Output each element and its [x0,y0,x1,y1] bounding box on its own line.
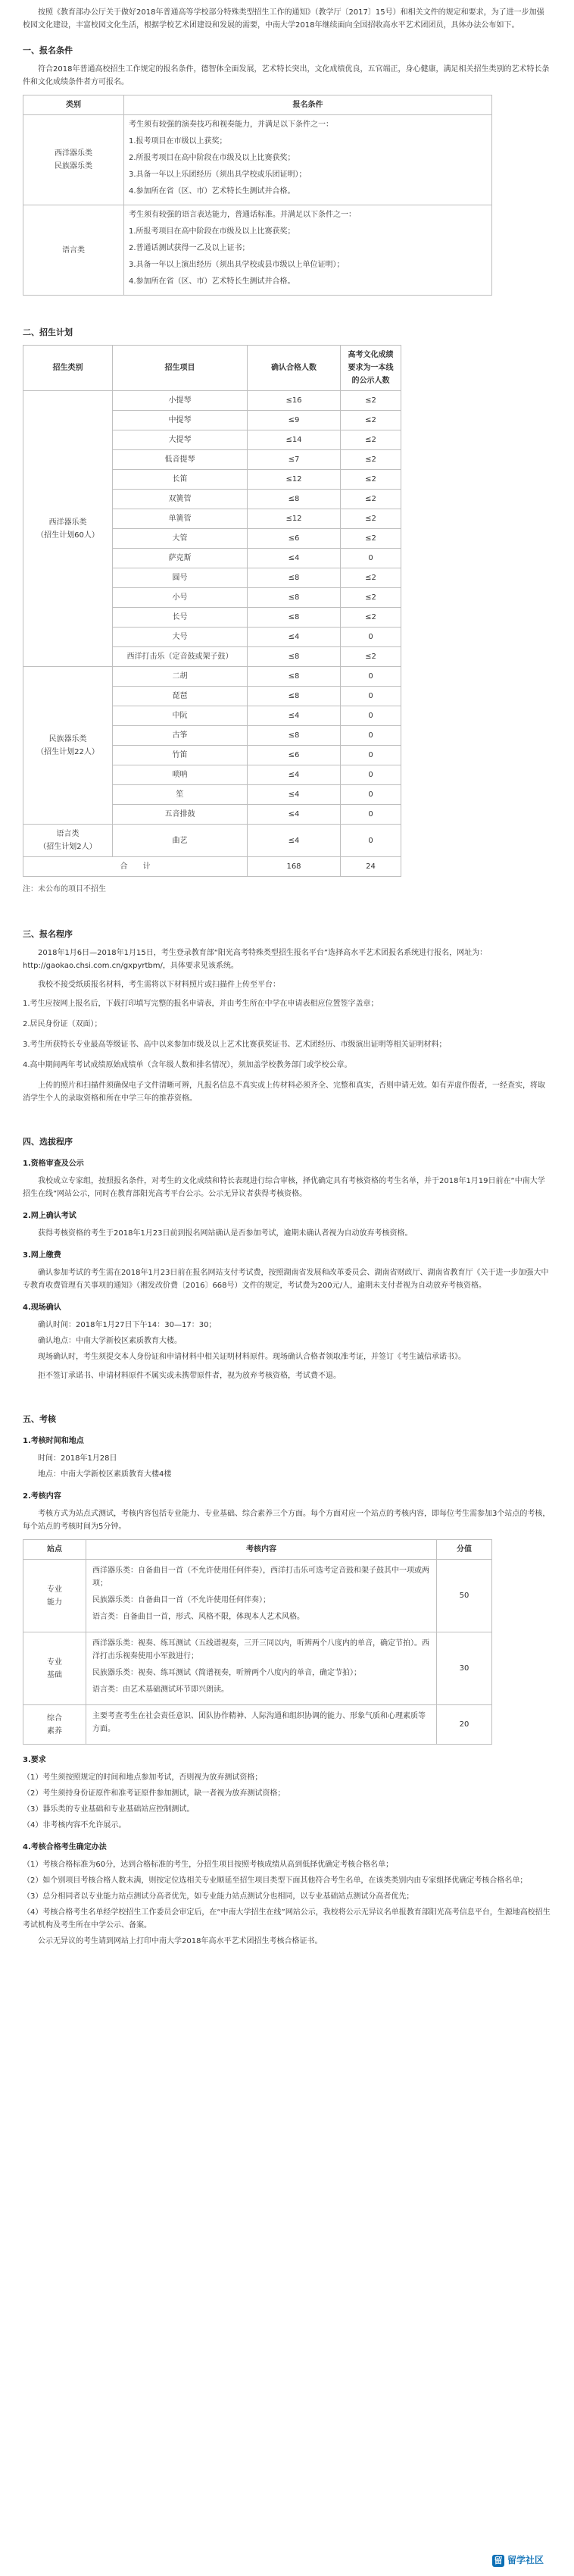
plan-public-cell: ≤2 [341,588,401,608]
determination-rule: （2）如个别项目考核合格人数未满，则按定位选相关专业顺延至招生项目类型下面其他符合考生名单，在该类类别内由专家组择优确定考核合格名单； [23,1876,528,1885]
score-header-station: 站点 [23,1540,86,1560]
plan-item-cell: 古筝 [113,726,248,746]
score-content-text: 语言类：自备曲目一首，形式、风格不限，体现本人艺术风格。 [92,1613,304,1621]
score-content-cell [86,1560,437,1632]
plan-public-cell: ≤2 [341,490,401,509]
plan-confirmed-cell: ≤4 [248,706,341,726]
plan-item-cell: 低音提琴 [113,450,248,470]
plan-public-cell: ≤2 [341,411,401,430]
score-content-text: 西洋器乐类：视奏、练耳测试（五线谱视奏，三开三同以内，听辨两个八度内的单音，确定节拍）。西洋打击乐视奏使用小军鼓进行； [92,1639,429,1660]
determination-rule: （3）总分相同者以专业能力站点测试分高者优先，如专业能力站点测试分也相同，以专业基础站点测试分高者优先； [23,1892,414,1901]
plan-confirmed-cell: ≤4 [248,549,341,568]
station-label: 能力 [47,1598,62,1607]
section-heading-assessment: 五、考核 [23,1414,56,1424]
score-header-content: 考核内容 [86,1540,437,1560]
station-label: 素养 [47,1726,62,1736]
final-note: 公示无异议的考生请到网站上打印中南大学2018年高水平艺术团招生考核合格证书。 [38,1937,323,1945]
materials-list [23,997,551,1072]
plan-total-label: 合 计 [23,857,248,877]
score-content-text: 主要考查考生在社会责任意识、团队协作精神、人际沟通和组织协调的能力、形象气质和心理素质等方面。 [92,1712,426,1733]
plan-confirmed-cell: ≤9 [248,411,341,430]
plan-public-cell: 0 [341,805,401,825]
confirm-time: 确认时间：2018年1月27日下午14：30—17：30； [38,1321,217,1329]
plan-confirmed-cell: ≤16 [248,391,341,411]
plan-confirmed-cell: ≤6 [248,746,341,765]
selection-text: 我校成立专家组，按照报名条件，对考生的文化成绩和特长表现进行综合审核，择优确定具有考核资格的考生名单，并于2018年1月19日前在“中南大学招生在线”网站公示，同时在教育部阳光高考平台公示。公示无异议者获得考核资格。 [23,1177,545,1198]
plan-public-cell: 0 [341,746,401,765]
requirement-text: 4.参加所在省（区、市）艺术特长生测试并合格。 [129,187,295,196]
requirement-text: 2.所报考项目在高中阶段在市级及以上比赛获奖； [129,154,295,162]
station-label: 专业 [47,1657,62,1667]
plan-public-cell: ≤2 [341,509,401,529]
requirement-text: 3.具备一年以上乐团经历（须出具学校或乐团证明）； [129,171,307,179]
requirement-text: 2.普通话测试获得一乙及以上证书； [129,244,250,252]
conditions-requirements-cell [124,205,492,296]
plan-item-cell: 中提琴 [113,411,248,430]
plan-confirmed-cell: ≤8 [248,667,341,687]
category-label: 语言类 [62,246,85,255]
requirement-text: 1.报考项目在市级以上获奖； [129,137,227,146]
plan-item-cell: 笙 [113,785,248,805]
procedure-paragraph-3: 上传的照片和扫描件须确保电子文件清晰可辨，凡报名信息不真实或上传材料必须齐全、完整和真实，否则申请无效。如有弄虚作假者，一经查实，将取消学生个人的录取资格和所在中学三年的推荐资格。 [23,1081,545,1103]
plan-confirmed-cell: ≤14 [248,430,341,450]
plan-category-label: （招生计划22人） [36,747,99,756]
selection-text: 拒不签订承诺书、申请材料原件不属实或未携带原件者，视为放弃考核资格，考试费不退。 [38,1372,341,1380]
plan-confirmed-cell: ≤8 [248,726,341,746]
section-heading-conditions: 一、报名条件 [23,45,73,55]
plan-public-cell: ≤2 [341,430,401,450]
plan-item-cell: 大提琴 [113,430,248,450]
plan-item-cell: 圆号 [113,568,248,588]
plan-item-cell: 五音排鼓 [113,805,248,825]
plan-public-cell: ≤2 [341,529,401,549]
plan-header-confirmed: 确认合格人数 [248,346,341,391]
plan-item-cell: 二胡 [113,667,248,687]
plan-confirmed-cell: ≤4 [248,765,341,785]
score-content-text: 西洋器乐类：自备曲目一首（不允许使用任何伴奏），西洋打击乐可选考定音鼓和架子鼓其中一项或两项； [92,1567,429,1588]
plan-confirmed-cell: ≤4 [248,628,341,647]
plan-item-cell: 长笛 [113,470,248,490]
materials-item: 2.居民身份证（双面）； [23,1020,102,1028]
plan-category-label: 民族器乐类 [48,734,87,743]
confirm-place: 确认地点：中南大学新校区素质教育大楼。 [38,1337,182,1345]
assessment-time: 时间：2018年1月28日 [38,1454,117,1463]
plan-item-cell: 小提琴 [113,391,248,411]
conditions-header-requirements: 报名条件 [124,95,492,115]
score-content-text: 语言类：由艺术基础测试环节即兴朗读。 [92,1686,229,1694]
plan-header-public: 高考文化成绩要求为一本线的公示人数 [341,346,401,391]
assessment-requirement: （2）考生须持身份证原件和准考证原件参加测试，缺一者视为放弃测试资格； [23,1789,285,1798]
plan-item-cell: 西洋打击乐（定音鼓或架子鼓） [113,647,248,667]
plan-confirmed-cell: ≤8 [248,588,341,608]
determination-rule: （4）考核合格考生名单经学校招生工作委员会审定后，在“中南大学招生在线”网站公示，我校将公示无异议名单报教育部阳光高考信息平台，生源地高校招生考试机构及考生所在中学公示、备案。 [23,1908,551,1930]
materials-item: 1.考生应按网上报名后，下载打印填写完整的报名申请表，并由考生所在中学在申请表相应位置签字盖章； [23,1000,379,1008]
watermark-logo-icon: 留 [492,2555,504,2567]
plan-table-row [23,825,401,857]
plan-public-cell: ≤2 [341,470,401,490]
plan-category-label: （招生计划2人） [39,843,97,851]
section-heading-plan: 二、招生计划 [23,327,73,337]
plan-table-body [23,391,401,857]
selection-sub-heading: 3.网上缴费 [23,1251,61,1260]
intro-paragraph: 按照《教育部办公厅关于做好2018年普通高等学校部分特殊类型招生工作的通知》（教学厅〔2017〕15号）和相关文件的规定和要求，为了进一步加强校园文化建设，丰富校园文化生活，根据学校艺术团建设和发展的需要，中南大学2018年继续面向全国招收高水平艺术团团员，具体办法公布如下。 [23,8,544,30]
plan-public-cell: 0 [341,785,401,805]
plan-confirmed-cell: ≤12 [248,470,341,490]
plan-category-cell [23,825,113,857]
assessment-text: 考核方式为站点式测试，考核内容包括专业能力、专业基础、综合素养三个方面。每个方面对应一个站点的考核内容，即每位考生需参加3个站点的考核，每个站点的考核时间为5分钟。 [23,1510,551,1531]
plan-confirmed-cell: ≤12 [248,509,341,529]
station-label: 基础 [47,1670,62,1679]
plan-item-cell: 小号 [113,588,248,608]
selection-text: 确认参加考试的考生需在2018年1月23日前在报名网站支付考试费，按照湖南省发展和改革委员会、湖南省财政厅、湖南省教育厅《关于进一步加强大中专教育收费管理有关事项的通知》（湘发改价费〔2016〕668号）文件的规定，考试费为200元/人，逾期未支付者视为自动放弃考核资格。 [23,1269,549,1290]
score-station-cell [23,1560,86,1632]
plan-confirmed-cell: ≤8 [248,647,341,667]
requirement-text: 4.参加所在省（区、市）艺术特长生测试并合格。 [129,277,295,286]
plan-public-cell: 0 [341,687,401,706]
score-points-cell: 30 [437,1632,492,1705]
selection-text: 现场确认时，考生须提交本人身份证和申请材料中相关证明材料原件。现场确认合格者领取准考证，并签订《考生诚信承诺书》。 [38,1353,466,1361]
score-content-cell [86,1632,437,1705]
plan-item-cell: 长号 [113,608,248,628]
plan-confirmed-cell: ≤4 [248,805,341,825]
requirement-text: 3.具备一年以上演出经历（须出具学校或县市级以上单位证明）； [129,261,345,269]
plan-total-public: 24 [341,857,401,877]
materials-item: 3.考生所获特长专业最高等级证书、高中以来参加市级及以上艺术比赛获奖证书、艺术团经历、市级演出证明等相关证明材料； [23,1041,447,1049]
plan-total-confirmed: 168 [248,857,341,877]
plan-note: 注：未公布的项目不招生 [23,885,106,894]
conditions-header-category: 类别 [23,95,124,115]
conditions-intro: 符合2018年普通高校招生工作规定的报名条件，德智体全面发展，艺术特长突出，文化成绩优良，五官端正，身心健康，满足相关招生类别的艺术特长条件和文化成绩条件者方可报名。 [23,65,550,86]
conditions-table [23,95,492,296]
plan-item-cell: 双簧管 [113,490,248,509]
conditions-category-cell [23,205,124,296]
plan-header-category: 招生类别 [23,346,113,391]
plan-category-label: 语言类 [56,830,80,838]
requirement-text: 考生须有较强的语言表达能力，普通话标准。并满足以下条件之一： [129,211,356,219]
requirement-text: 1.所报考项目在高中阶段在市级及以上比赛获奖； [129,227,295,236]
procedure-paragraph-1: 2018年1月6日—2018年1月15日，考生登录教育部“阳光高考特殊类型招生报名平台”选择高水平艺术团报名系统进行报名，网址为：http://gaokao.chsi.com.cn/gxpyrtbm/，具体要求见该系统。 [23,949,488,970]
plan-public-cell: ≤2 [341,568,401,588]
score-content-text: 民族器乐类：视奏、练耳测试（简谱视奏，听辨两个八度内的单音，确定节拍）； [92,1669,361,1677]
station-label: 专业 [47,1585,62,1594]
plan-public-cell: 0 [341,726,401,746]
category-label: 民族器乐类 [55,162,92,171]
plan-public-cell: 0 [341,667,401,687]
assessment-requirement: （3）器乐类的专业基础和专业基础站应控制测试。 [23,1805,195,1814]
procedure-paragraph-2: 我校不接受纸质报名材料，考生需将以下材料照片或扫描件上传至平台： [38,981,280,989]
assessment-sub-heading: 3.要求 [23,1756,46,1764]
section-heading-selection: 四、选拔程序 [23,1137,73,1147]
assessment-requirement: （1）考生须按照规定的时间和地点参加考试，否则视为放弃测试资格； [23,1773,263,1782]
plan-item-cell: 大号 [113,628,248,647]
plan-header-item: 招生项目 [113,346,248,391]
assessment-sub-heading: 4.考核合格考生确定办法 [23,1843,107,1851]
plan-category-label: 西洋器乐类 [48,518,87,527]
requirement-text: 考生须有较强的演奏技巧和视奏能力，并满足以下条件之一： [129,121,333,129]
plan-table-row [23,667,401,687]
watermark-text: 留学社区 [507,2555,544,2565]
site-watermark [492,2554,568,2571]
determination-rule: （1）考核合格标准为60分，达到合格标准的考生，分招生项目按照考核成绩从高到低择优确定考核合格名单； [23,1861,394,1869]
plan-item-cell: 萨克斯 [113,549,248,568]
materials-item: 4.高中期间两年考试成绩原始成绩单（含年级人数和排名情况），须加盖学校教务部门或学校公章。 [23,1061,352,1069]
score-station-cell [23,1705,86,1745]
plan-confirmed-cell: ≤6 [248,529,341,549]
score-content-text: 民族器乐类：自备曲目一首（不允许使用任何伴奏）； [92,1596,270,1604]
assessment-score-table [23,1539,492,1745]
plan-public-cell: ≤2 [341,391,401,411]
score-points-cell: 50 [437,1560,492,1632]
plan-table [23,345,401,877]
section-heading-procedure: 三、报名程序 [23,929,73,939]
plan-confirmed-cell: ≤8 [248,687,341,706]
score-station-cell [23,1632,86,1705]
plan-public-cell: 0 [341,628,401,647]
score-header-points: 分值 [437,1540,492,1560]
plan-public-cell: 0 [341,706,401,726]
selection-sub-heading: 4.现场确认 [23,1304,61,1312]
plan-item-cell: 中阮 [113,706,248,726]
score-points-cell: 20 [437,1705,492,1745]
plan-confirmed-cell: ≤8 [248,608,341,628]
conditions-category-cell [23,115,124,205]
assessment-place: 地点：中南大学新校区素质教育大楼4楼 [38,1470,172,1479]
plan-public-cell: ≤2 [341,647,401,667]
category-label: 西洋器乐类 [55,149,92,158]
conditions-requirements-cell [124,115,492,205]
plan-item-cell: 唢呐 [113,765,248,785]
selection-sub-heading: 1.资格审查及公示 [23,1160,84,1168]
plan-category-label: （招生计划60人） [36,531,99,540]
selection-sub-heading: 2.网上确认考试 [23,1212,76,1220]
plan-item-cell: 大管 [113,529,248,549]
plan-public-cell: 0 [341,765,401,785]
plan-confirmed-cell: ≤8 [248,568,341,588]
assessment-sub-heading: 2.考核内容 [23,1492,61,1501]
plan-confirmed-cell: ≤4 [248,785,341,805]
plan-item-cell: 单簧管 [113,509,248,529]
selection-text: 获得考核资格的考生于2018年1月23日前到报名网站确认是否参加考试，逾期未确认者视为自动放弃考核资格。 [38,1229,413,1238]
plan-table-row [23,391,401,411]
assessment-sub-heading: 1.考核时间和地点 [23,1437,84,1445]
plan-confirmed-cell: ≤8 [248,490,341,509]
plan-confirmed-cell: ≤7 [248,450,341,470]
plan-public-cell: ≤2 [341,608,401,628]
station-label: 综合 [47,1714,62,1723]
plan-public-cell: ≤2 [341,450,401,470]
plan-item-cell: 琵琶 [113,687,248,706]
plan-item-cell: 曲艺 [113,825,248,857]
plan-category-cell [23,391,113,667]
plan-item-cell: 竹笛 [113,746,248,765]
plan-public-cell: 0 [341,825,401,857]
plan-category-cell [23,667,113,825]
score-content-cell [86,1705,437,1745]
plan-confirmed-cell: ≤4 [248,825,341,857]
assessment-requirement: （4）非考核内容不允许展示。 [23,1821,126,1829]
plan-public-cell: 0 [341,549,401,568]
